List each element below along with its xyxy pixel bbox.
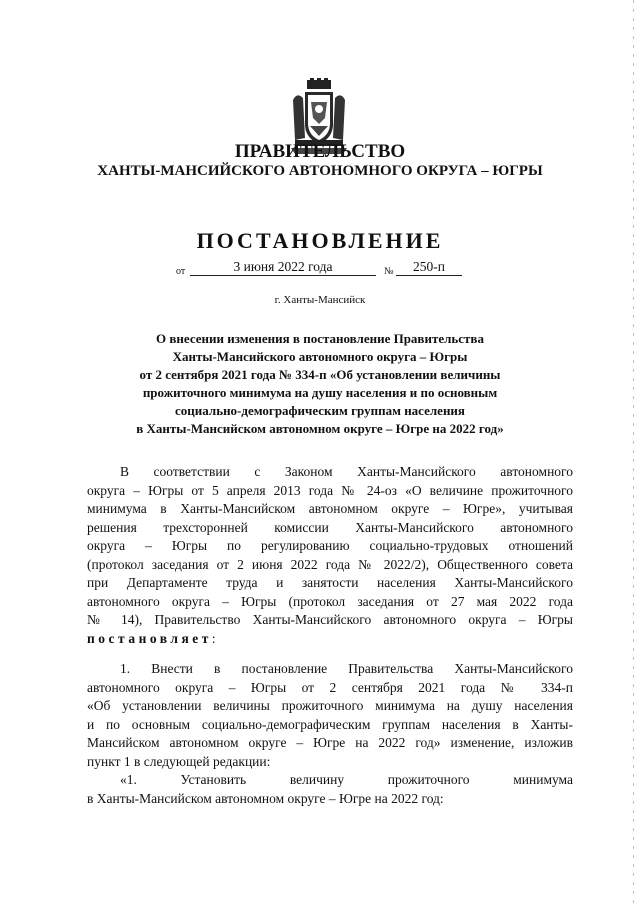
title-line: от 2 сентября 2021 года № 334-п «Об установлении величины bbox=[139, 367, 501, 382]
scan-edge bbox=[633, 0, 634, 905]
from-label: от bbox=[176, 266, 186, 277]
document-type: ПОСТАНОВЛЕНИЕ bbox=[196, 228, 444, 253]
government-title: ПРАВИТЕЛЬСТВО bbox=[234, 141, 406, 162]
number-label: № bbox=[384, 266, 394, 277]
text-line: в Ханты-Мансийском автономном округе – Югре на 2022 год: bbox=[87, 790, 444, 806]
text-line: «Об установлении величины прожиточного минимума на душу населения bbox=[87, 698, 573, 713]
title-line: Ханты-Мансийского автономного округа – Югры bbox=[172, 349, 468, 364]
text-line: «1. Установить величину прожиточного минимума bbox=[120, 772, 573, 787]
text-line: В соответствии с Законом Ханты-Мансийского автономного bbox=[120, 464, 573, 479]
text-line: 1. Внести в постановление Правительства Ханты-Мансийского bbox=[120, 661, 573, 676]
document-date: 3 июня 2022 года bbox=[190, 259, 376, 276]
document-number: 250-п bbox=[396, 259, 462, 276]
document-title bbox=[80, 330, 560, 438]
text-line: минимума в Ханты-Мансийском автономном округе – Югре», учитывая bbox=[87, 501, 573, 516]
document-city: г. Ханты-Мансийск bbox=[274, 294, 366, 306]
text-line: автономного округа – Югры (протокол заседания от 27 мая 2022 года bbox=[87, 593, 573, 609]
text-line: округа – Югры по регулированию социально-трудовых отношений bbox=[87, 538, 573, 553]
text-line: автономного округа – Югры от 2 сентября 2021 года № 334-п bbox=[87, 679, 573, 695]
text-line: № 14), Правительство Ханты-Мансийского автономного округа – Югры bbox=[87, 612, 573, 627]
decree-word: постановляет bbox=[87, 630, 212, 646]
government-region: ХАНТЫ-МАНСИЙСКОГО АВТОНОМНОГО ОКРУГА – ЮГРЫ bbox=[97, 163, 543, 179]
decree-line bbox=[87, 630, 573, 649]
title-line: О внесении изменения в постановление Правительства bbox=[156, 331, 484, 346]
text-line: решения трехсторонней комиссии Ханты-Мансийского автономного bbox=[87, 519, 573, 535]
item-1-paragraph bbox=[87, 660, 573, 808]
title-line: прожиточного минимума на душу населения и по основным bbox=[142, 385, 498, 400]
text-line: (протокол заседания от 2 июня 2022 года № 2022/2), Общественного совета bbox=[87, 556, 573, 572]
decree-punct: : bbox=[211, 630, 216, 646]
text-line: и по основным социально-демографическим группам населения в Ханты- bbox=[87, 716, 573, 732]
text-line: при Департаменте труда и занятости населения Ханты-Мансийского bbox=[87, 575, 573, 590]
title-line: в Ханты-Мансийском автономном округе – Югре на 2022 год» bbox=[136, 421, 504, 436]
text-line: округа – Югры от 5 апреля 2013 года № 24-оз «О величине прожиточного bbox=[87, 482, 573, 498]
preamble-paragraph bbox=[87, 463, 573, 648]
text-line: Мансийском автономном округе – Югре на 2022 год» изменение, изложив bbox=[87, 735, 573, 750]
text-line: пункт 1 в следующей редакции: bbox=[87, 753, 271, 769]
title-line: социально-демографическим группам населения bbox=[175, 403, 465, 418]
